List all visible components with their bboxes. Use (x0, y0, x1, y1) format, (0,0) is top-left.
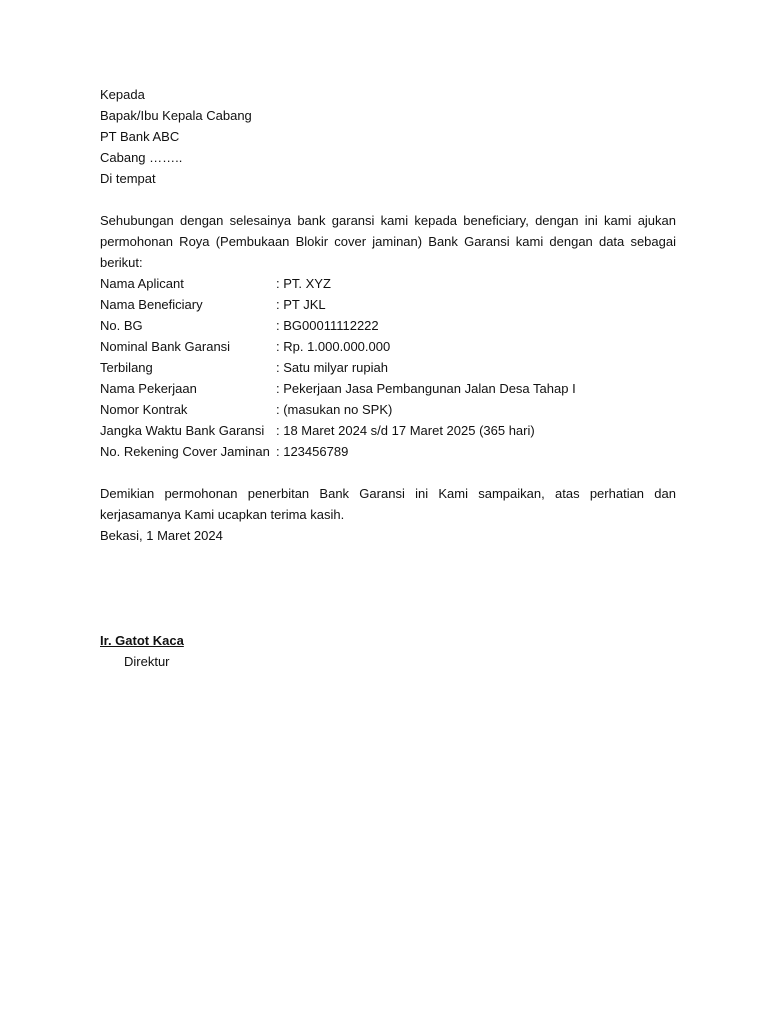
letter-body (100, 84, 676, 546)
guarantee-details (100, 273, 676, 462)
detail-row-project-name (100, 378, 676, 399)
detail-value: : 123456789 (276, 444, 349, 459)
address-line: PT Bank ABC (100, 129, 180, 144)
detail-row-cover-account (100, 441, 676, 462)
recipient-address (100, 84, 676, 189)
detail-label: Terbilang (100, 360, 153, 375)
closing-paragraph: Demikian permohonan penerbitan Bank Garansi ini Kami sampaikan, atas perhatian dan kerjasamanya Kami ucapkan terima kasih. (100, 486, 676, 522)
detail-row-bg-number (100, 315, 676, 336)
address-line: Bapak/Ibu Kepala Cabang (100, 108, 252, 123)
detail-value: : PT JKL (276, 297, 326, 312)
detail-value: : Satu milyar rupiah (276, 360, 388, 375)
detail-label: Nominal Bank Garansi (100, 339, 231, 354)
detail-row-validity-period (100, 420, 676, 441)
detail-value: : Pekerjaan Jasa Pembangunan Jalan Desa Tahap I (276, 381, 576, 396)
detail-row-applicant (100, 273, 676, 294)
detail-label: Nomor Kontrak (100, 402, 188, 417)
detail-row-amount-in-words (100, 357, 676, 378)
detail-row-contract-number (100, 399, 676, 420)
detail-value: : BG00011112222 (276, 318, 379, 333)
address-line: Di tempat (100, 171, 156, 186)
signer-title: Direktur (124, 654, 170, 669)
address-line: Cabang …….. (100, 150, 183, 165)
detail-label: Nama Pekerjaan (100, 381, 197, 396)
address-line: Kepada (100, 87, 145, 102)
detail-value: : 18 Maret 2024 s/d 17 Maret 2025 (365 hari) (276, 423, 535, 438)
signer-name: Ir. Gatot Kaca (100, 633, 184, 648)
intro-paragraph: Sehubungan dengan selesainya bank garansi kami kepada beneficiary, dengan ini kami ajukan permohonan Roya (Pembukaan Blokir cover jaminan) Bank Garansi kami dengan data sebagai berikut: (100, 213, 676, 270)
detail-label: Nama Beneficiary (100, 297, 203, 312)
detail-row-nominal (100, 336, 676, 357)
detail-label: No. BG (100, 318, 143, 333)
detail-row-beneficiary (100, 294, 676, 315)
place-date: Bekasi, 1 Maret 2024 (100, 528, 223, 543)
detail-label: Jangka Waktu Bank Garansi (100, 423, 265, 438)
detail-value: : PT. XYZ (276, 276, 331, 291)
detail-value: : Rp. 1.000.000.000 (276, 339, 391, 354)
detail-label: Nama Aplicant (100, 276, 184, 291)
detail-label: No. Rekening Cover Jaminan (100, 444, 270, 459)
signature-block (100, 630, 184, 672)
detail-value: : (masukan no SPK) (276, 402, 393, 417)
